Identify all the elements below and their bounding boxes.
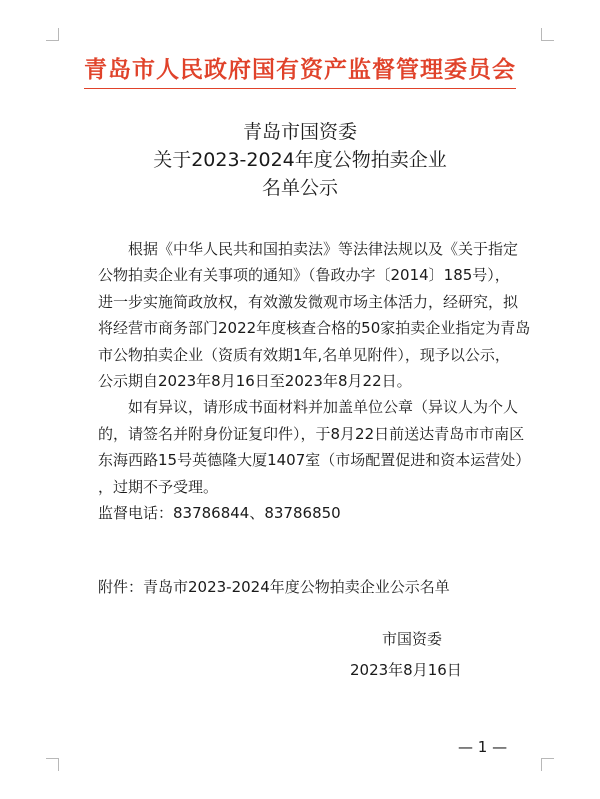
body-line: 东海西路15号英德隆大厦1407室（市场配置促进和资本运营处） xyxy=(98,451,531,470)
signature-date: 2023年8月16日 xyxy=(350,661,462,679)
signature-org: 市国资委 xyxy=(382,630,443,648)
document-title xyxy=(0,118,600,202)
page-corner-mark xyxy=(541,28,554,41)
body-line: 如有异议，请形成书面材料并加盖单位公章（异议人为个人 xyxy=(128,398,519,417)
body-line: 监督电话：83786844、83786850 xyxy=(98,503,341,522)
title-line: 名单公示 xyxy=(261,177,338,199)
page-number: — 1 — xyxy=(458,738,508,756)
body-line: 进一步实施简政放权，有效激发微观市场主体活力，经研究，拟 xyxy=(98,292,519,311)
document-body xyxy=(98,236,558,526)
body-line: 的，请签名并附身份证复印件），于8月22日前送达青岛市市南区 xyxy=(98,424,525,443)
document-header: 青岛市人民政府国有资产监督管理委员会 xyxy=(84,57,516,83)
body-line: 市公物拍卖企业（资质有效期1年,名单见附件），现予以公示， xyxy=(98,345,510,364)
body-line: ，过期不予受理。 xyxy=(98,477,219,496)
body-line: 公物拍卖企业有关事项的通知》（鲁政办字〔2014〕185号）， xyxy=(98,266,510,285)
page-corner-mark xyxy=(46,28,59,41)
page-corner-mark xyxy=(46,758,59,771)
body-line: 将经营市商务部门2022年度核查合格的50家拍卖企业指定为青岛 xyxy=(98,319,531,338)
body-line: 公示期自2023年8月16日至2023年8月22日。 xyxy=(98,371,412,390)
body-line: 根据《中华人民共和国拍卖法》等法律法规以及《关于指定 xyxy=(128,240,519,258)
header-divider xyxy=(84,88,516,89)
title-line: 青岛市国资委 xyxy=(242,121,357,143)
page-corner-mark xyxy=(541,758,554,771)
attachment-note: 附件：青岛市2023-2024年度公物拍卖企业公示名单 xyxy=(98,578,450,596)
title-line: 关于2023-2024年度公物拍卖企业 xyxy=(153,149,447,171)
